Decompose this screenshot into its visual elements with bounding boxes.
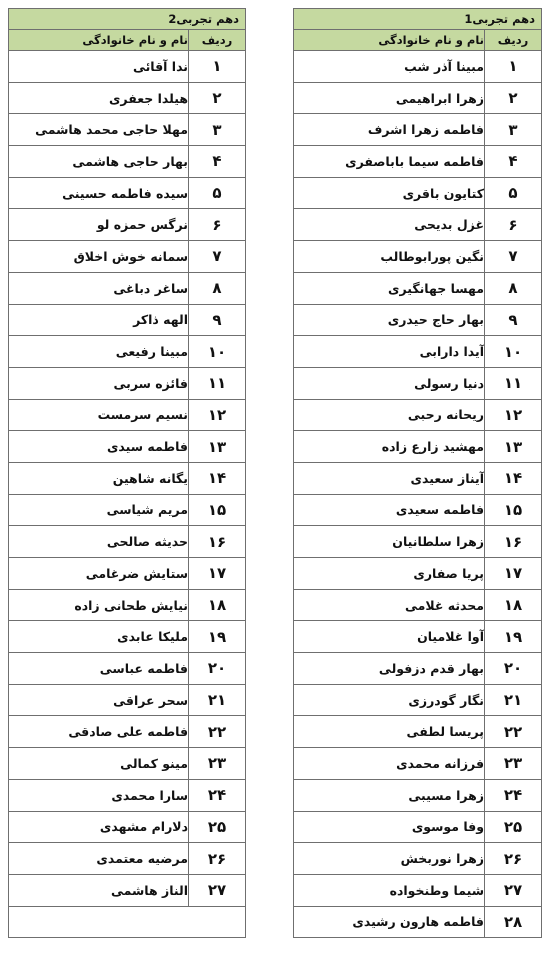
row-number: ۱۳ [485, 431, 542, 463]
table-row [9, 906, 246, 938]
table-row [9, 82, 246, 114]
row-number: ۵ [189, 177, 246, 209]
roster-table-class-1 [293, 8, 542, 938]
table-row [294, 526, 542, 558]
student-name: فاطمه علی صادقی [9, 716, 189, 748]
table-row [9, 367, 246, 399]
student-name: آیناز سعیدی [294, 462, 485, 494]
table-row [294, 431, 542, 463]
row-number: ۲۷ [189, 874, 246, 906]
table-row [9, 811, 246, 843]
table-row [294, 272, 542, 304]
row-number: ۲۱ [485, 684, 542, 716]
student-name: زهرا سلطانیان [294, 526, 485, 558]
student-name: مهشید زارع زاده [294, 431, 485, 463]
table-row [9, 177, 246, 209]
student-name: بهار حاجی هاشمی [9, 146, 189, 178]
table-title: دهم تجربی1 [294, 9, 542, 30]
student-name: فرزانه محمدی [294, 748, 485, 780]
student-name: سمانه خوش اخلاق [9, 241, 189, 273]
table-row [9, 114, 246, 146]
student-name: فاطمه سیما باباصفری [294, 146, 485, 178]
student-name: ملیکا عابدی [9, 621, 189, 653]
row-number: ۷ [485, 241, 542, 273]
table-row [294, 399, 542, 431]
table-row [9, 462, 246, 494]
row-number: ۱۲ [189, 399, 246, 431]
table-row [9, 526, 246, 558]
student-name: الناز هاشمی [9, 874, 189, 906]
row-number: ۸ [189, 272, 246, 304]
row-number: ۱۵ [485, 494, 542, 526]
table-row [294, 51, 542, 83]
row-number: ۱۹ [485, 621, 542, 653]
student-name: زهرا نوربخش [294, 843, 485, 875]
table-row [294, 462, 542, 494]
roster-body [9, 9, 246, 938]
table-row [294, 304, 542, 336]
roster-body [294, 9, 542, 938]
table-row [294, 716, 542, 748]
row-number: ۱۴ [485, 462, 542, 494]
student-name: ساغر دباغی [9, 272, 189, 304]
table-row [294, 336, 542, 368]
header-row [9, 30, 246, 51]
row-number: ۱۲ [485, 399, 542, 431]
row-number: ۱۳ [189, 431, 246, 463]
table-row [294, 653, 542, 685]
row-number: ۱۷ [485, 558, 542, 590]
student-name: فاطمه عباسی [9, 653, 189, 685]
header-row [294, 30, 542, 51]
title-row [9, 9, 246, 30]
student-name: مرضیه معتمدی [9, 843, 189, 875]
student-name: زهرا ابراهیمی [294, 82, 485, 114]
student-name: محدثه غلامی [294, 589, 485, 621]
table-title: دهم تجربی2 [9, 9, 246, 30]
student-name: دلارام مشهدی [9, 811, 189, 843]
student-name: مهسا جهانگیری [294, 272, 485, 304]
row-number: ۷ [189, 241, 246, 273]
student-name: شیما وطنخواده [294, 874, 485, 906]
row-number: ۱۴ [189, 462, 246, 494]
student-name: دنیا رسولی [294, 367, 485, 399]
student-name: فائزه سربی [9, 367, 189, 399]
table-row [9, 716, 246, 748]
row-number: ۲۱ [189, 684, 246, 716]
table-row [9, 209, 246, 241]
table-row [9, 779, 246, 811]
table-row [9, 653, 246, 685]
student-name: کتایون باقری [294, 177, 485, 209]
student-name: بهار قدم دزفولی [294, 653, 485, 685]
student-name: مبینا آذر شب [294, 51, 485, 83]
student-name: ریحانه رحبی [294, 399, 485, 431]
row-number: ۲ [485, 82, 542, 114]
table-row [9, 589, 246, 621]
table-row [9, 146, 246, 178]
row-number: ۱۶ [189, 526, 246, 558]
student-name: فاطمه سعیدی [294, 494, 485, 526]
table-row [294, 558, 542, 590]
table-row [9, 431, 246, 463]
table-row [9, 399, 246, 431]
student-name: نیایش طحانی زاده [9, 589, 189, 621]
row-number: ۱۰ [485, 336, 542, 368]
student-name: نرگس حمزه لو [9, 209, 189, 241]
student-name: سارا محمدی [9, 779, 189, 811]
student-name: فاطمه هارون رشیدی [294, 906, 485, 938]
row-number: ۶ [485, 209, 542, 241]
table-row [294, 843, 542, 875]
title-row [294, 9, 542, 30]
student-name: سحر عراقی [9, 684, 189, 716]
row-number: ۲۸ [485, 906, 542, 938]
column-header-number: ردیف [485, 30, 542, 51]
student-name: الهه ذاکر [9, 304, 189, 336]
student-name: سیده فاطمه حسینی [9, 177, 189, 209]
row-number: ۴ [189, 146, 246, 178]
table-row [294, 779, 542, 811]
row-number: ۲ [189, 82, 246, 114]
row-number: ۱۶ [485, 526, 542, 558]
table-row [9, 272, 246, 304]
student-name: فاطمه سیدی [9, 431, 189, 463]
student-name: یگانه شاهین [9, 462, 189, 494]
table-row [294, 241, 542, 273]
row-number: ۲۳ [189, 748, 246, 780]
student-name: آوا غلامیان [294, 621, 485, 653]
table-row [9, 51, 246, 83]
row-number: ۲۷ [485, 874, 542, 906]
student-name: نگین پورابوطالب [294, 241, 485, 273]
row-number: ۵ [485, 177, 542, 209]
row-number: ۹ [485, 304, 542, 336]
row-number: ۴ [485, 146, 542, 178]
table-row [294, 684, 542, 716]
student-name: مهلا حاجی محمد هاشمی [9, 114, 189, 146]
row-number: ۱ [485, 51, 542, 83]
table-row [9, 558, 246, 590]
table-row [294, 811, 542, 843]
table-row [294, 494, 542, 526]
student-name: فاطمه زهرا اشرف [294, 114, 485, 146]
row-number: ۱۷ [189, 558, 246, 590]
row-number: ۱۱ [189, 367, 246, 399]
row-number: ۲۵ [485, 811, 542, 843]
table-row [294, 209, 542, 241]
student-name: مبینا رفیعی [9, 336, 189, 368]
table-row [9, 843, 246, 875]
table-row [294, 874, 542, 906]
row-number: ۸ [485, 272, 542, 304]
row-number: ۲۴ [485, 779, 542, 811]
row-number: ۱۰ [189, 336, 246, 368]
row-number: ۱۸ [485, 589, 542, 621]
row-number: ۱ [189, 51, 246, 83]
row-number: ۶ [189, 209, 246, 241]
table-row [294, 621, 542, 653]
student-name: ندا آقائی [9, 51, 189, 83]
table-row [294, 367, 542, 399]
row-number: ۹ [189, 304, 246, 336]
table-row [294, 748, 542, 780]
table-row [9, 304, 246, 336]
table-row [9, 874, 246, 906]
table-row [294, 906, 542, 938]
row-number: ۲۰ [189, 653, 246, 685]
student-name: غزل بدیحی [294, 209, 485, 241]
table-row [9, 241, 246, 273]
student-name: نگار گودرزی [294, 684, 485, 716]
student-name: بهار حاج حیدری [294, 304, 485, 336]
student-name: ستایش ضرغامی [9, 558, 189, 590]
table-row [9, 748, 246, 780]
row-number: ۱۵ [189, 494, 246, 526]
row-number: ۱۸ [189, 589, 246, 621]
row-number: ۲۰ [485, 653, 542, 685]
row-number: ۲۵ [189, 811, 246, 843]
table-row [9, 621, 246, 653]
student-name: وفا موسوی [294, 811, 485, 843]
row-number: ۲۲ [485, 716, 542, 748]
student-name: زهرا مسیبی [294, 779, 485, 811]
row-number: ۱۹ [189, 621, 246, 653]
table-row [294, 114, 542, 146]
row-number: ۲۶ [189, 843, 246, 875]
table-row [9, 336, 246, 368]
student-name: پریسا لطفی [294, 716, 485, 748]
table-row [9, 684, 246, 716]
student-name: هیلدا جعفری [9, 82, 189, 114]
student-name: پریا صفاری [294, 558, 485, 590]
student-name: حدیثه صالحی [9, 526, 189, 558]
student-name: مریم شیاسی [9, 494, 189, 526]
student-name: مینو کمالی [9, 748, 189, 780]
column-header-number: ردیف [189, 30, 246, 51]
empty-cell [9, 906, 246, 938]
table-row [294, 82, 542, 114]
table-row [294, 177, 542, 209]
row-number: ۲۳ [485, 748, 542, 780]
row-number: ۳ [485, 114, 542, 146]
table-row [294, 589, 542, 621]
row-number: ۳ [189, 114, 246, 146]
row-number: ۱۱ [485, 367, 542, 399]
row-number: ۲۴ [189, 779, 246, 811]
table-row [9, 494, 246, 526]
column-header-name: نام و نام خانوادگی [9, 30, 189, 51]
student-name: آیدا دارابی [294, 336, 485, 368]
roster-table-class-2 [8, 8, 246, 938]
column-header-name: نام و نام خانوادگی [294, 30, 485, 51]
row-number: ۲۲ [189, 716, 246, 748]
row-number: ۲۶ [485, 843, 542, 875]
table-row [294, 146, 542, 178]
student-name: نسیم سرمست [9, 399, 189, 431]
